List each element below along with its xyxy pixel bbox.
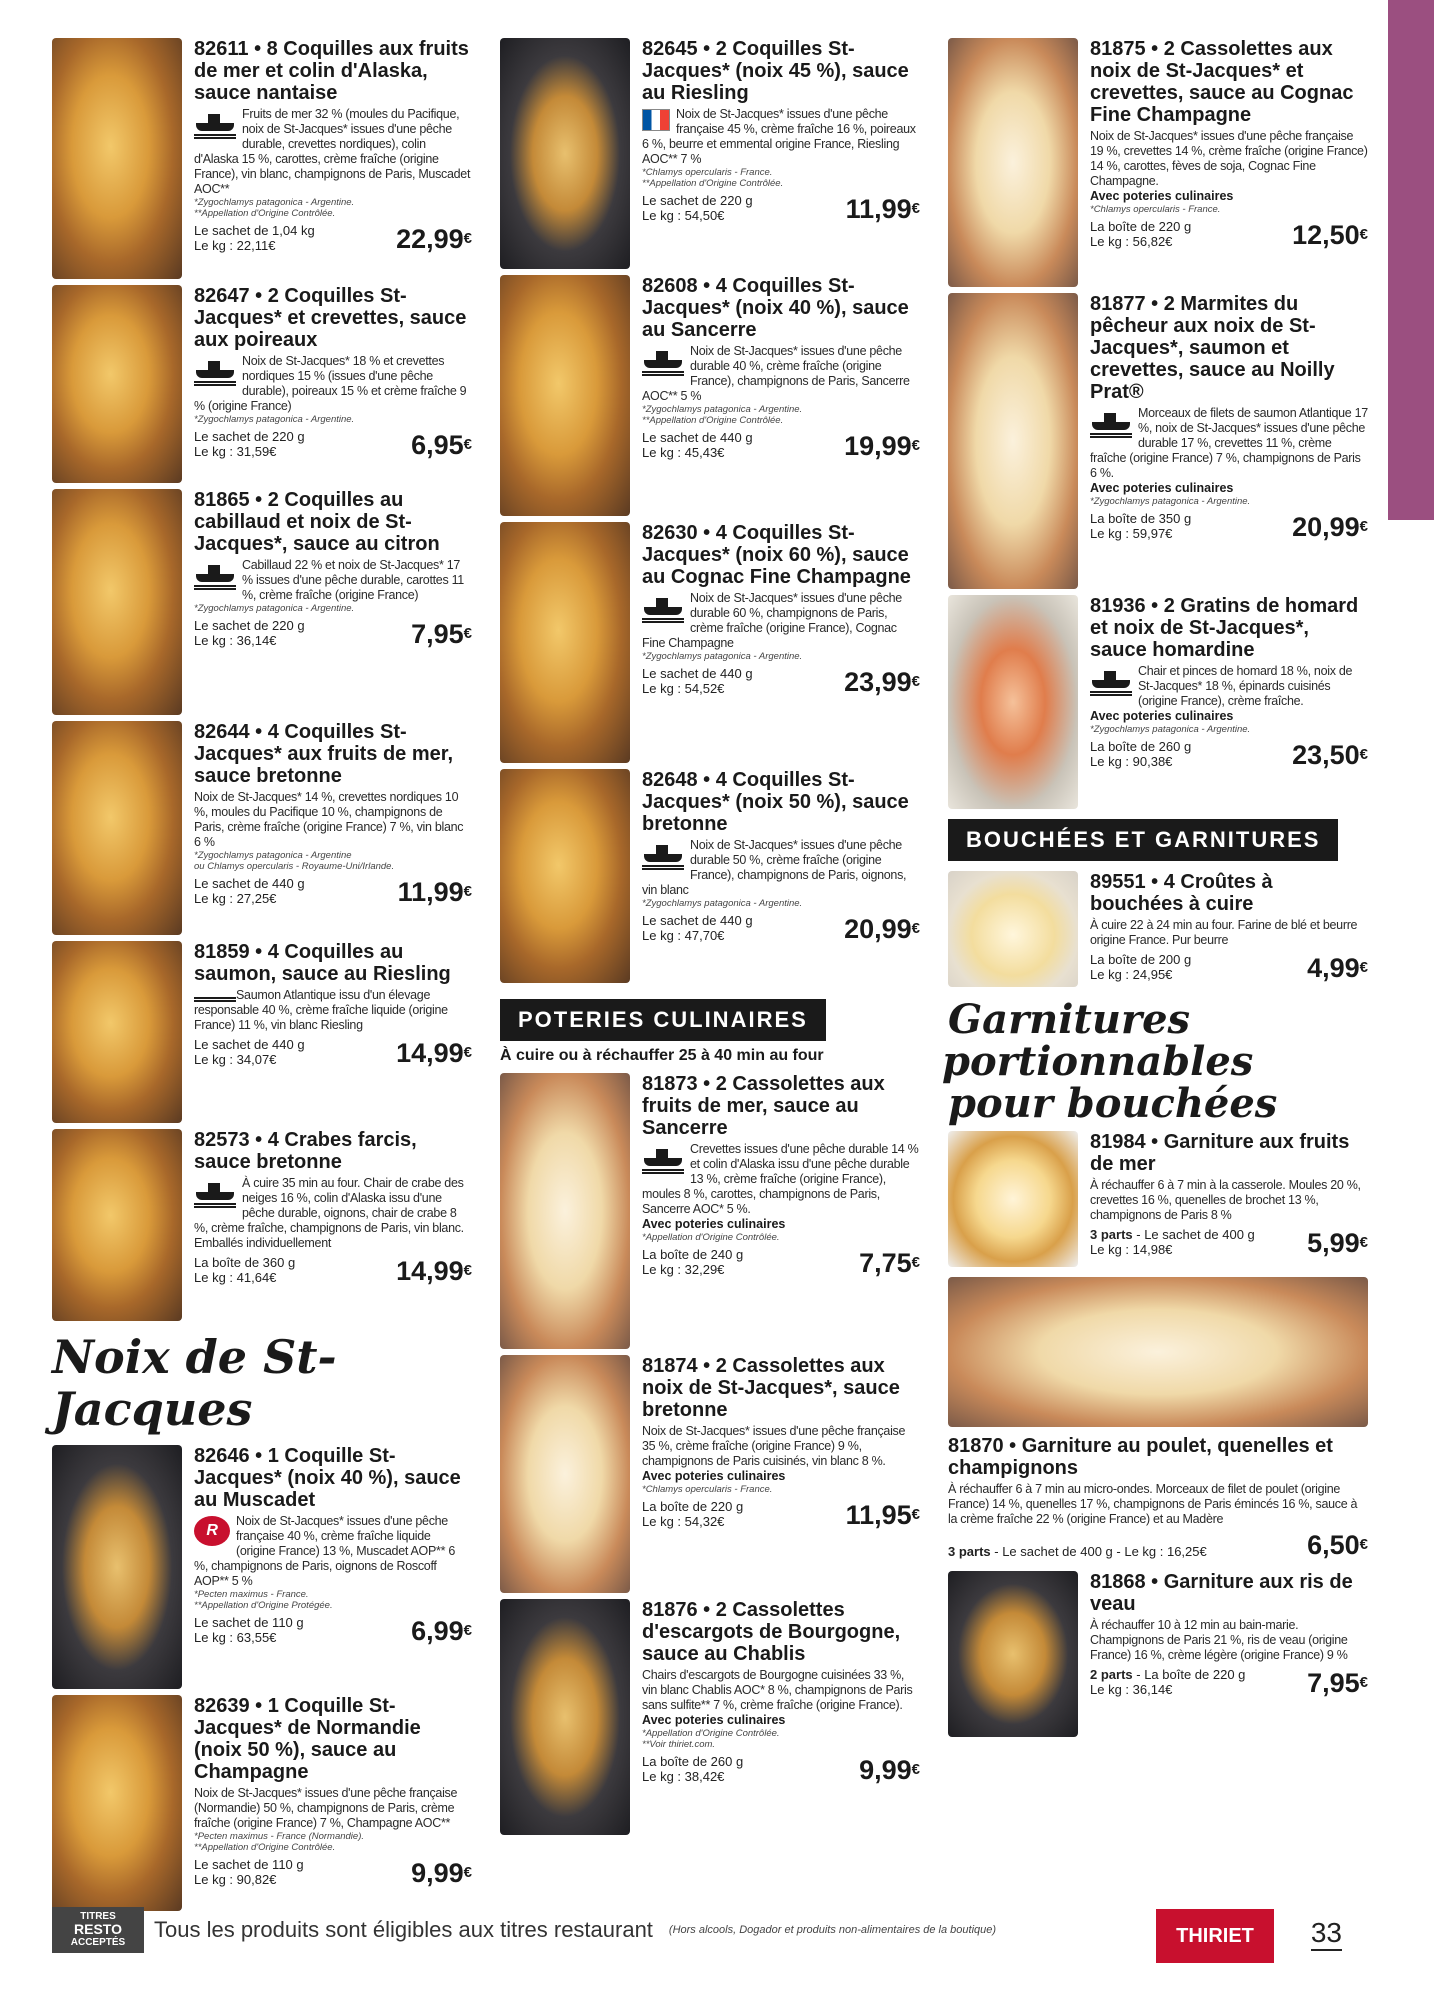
pack-size: La boîte de 260 g xyxy=(1090,739,1192,754)
product-description xyxy=(194,988,472,1033)
product-price: 20,99€ xyxy=(1292,512,1368,542)
description-text: Noix de St-Jacques* issues d'une pêche durable 60 %, champignons de Paris, crème fraîche (origine France), Cognac Fine Champagne xyxy=(642,591,902,650)
product-description xyxy=(194,1786,472,1831)
section-script-heading: Noix de St-Jacques xyxy=(52,1330,337,1436)
product-info xyxy=(194,38,472,283)
footer-note: (Hors alcools, Dogador et produits non-alimentaires de la boutique) xyxy=(668,1924,997,1936)
product-item xyxy=(948,1131,1368,1271)
product-description xyxy=(642,591,920,651)
product-price: 11,95€ xyxy=(845,1500,920,1530)
footnote: *Zygochlamys patagonica - Argentine. xyxy=(642,404,803,415)
price-row xyxy=(1090,1227,1368,1257)
pack-weights xyxy=(1090,511,1191,541)
product-price: 4,99€ xyxy=(1307,953,1368,983)
product-price: 7,95€ xyxy=(411,619,472,649)
product-item xyxy=(948,293,1368,593)
product-photo xyxy=(948,38,1078,287)
product-description xyxy=(642,344,920,404)
pack-weights xyxy=(642,913,753,943)
product-price: 14,99€ xyxy=(396,1256,472,1286)
column-middle xyxy=(500,38,920,1841)
product-photo xyxy=(500,1599,630,1835)
description-text: Noix de St-Jacques* issues d'une pêche durable 50 %, crème fraîche (origine France), champignons de Paris, oignons, vin blanc xyxy=(642,838,907,897)
product-info xyxy=(642,38,920,273)
product-info xyxy=(194,721,472,939)
section-title-poteries: POTERIES CULINAIRES xyxy=(500,999,826,1041)
product-info xyxy=(1090,1571,1368,1741)
product-description xyxy=(194,790,472,850)
pack-weights xyxy=(642,430,753,460)
product-description xyxy=(1090,1618,1368,1663)
poteries-note: Avec poteries culinaires xyxy=(642,1469,786,1483)
product-item xyxy=(500,522,920,767)
product-description xyxy=(642,1668,920,1713)
description-text: Noix de St-Jacques* 14 %, crevettes nordiques 10 %, moules du Pacifique 10 %, champignons de Paris, crème fraîche (origine France) 7 %, vin blanc 6 % xyxy=(194,790,464,849)
footnote: ou Chlamys opercularis - Royaume-Uni/Irlande. xyxy=(194,861,395,872)
sustainable-fishing-icon xyxy=(642,840,684,870)
description-text: Saumon Atlantique issu d'un élevage responsable 40 %, crème fraîche liquide (origine France) 11 %, vin blanc Riesling xyxy=(194,988,448,1032)
product-photo xyxy=(948,1571,1078,1737)
price-row xyxy=(642,1754,920,1784)
description-text: À réchauffer 6 à 7 min à la casserole. Moules 20 %, crevettes 16 %, quenelles de brochet 13 %, champignons de Paris 8 % xyxy=(1090,1178,1361,1222)
price-row xyxy=(642,1247,920,1277)
price-per-kg: Le kg : 63,55€ xyxy=(194,1630,277,1645)
footnote: *Zygochlamys patagonica - Argentine. xyxy=(1090,724,1251,735)
product-price: 5,99€ xyxy=(1307,1228,1368,1258)
pack-weights xyxy=(194,223,315,253)
pack-weights xyxy=(642,1754,743,1784)
price-row xyxy=(1090,219,1368,249)
product-photo xyxy=(52,721,182,935)
price-per-kg: Le kg : 90,82€ xyxy=(194,1872,277,1887)
pack-weights xyxy=(194,1615,304,1645)
pack-size: Le sachet de 440 g xyxy=(642,913,753,928)
poteries-note: Avec poteries culinaires xyxy=(642,1217,786,1231)
footnote: *Chlamys opercularis - France. xyxy=(642,167,773,178)
product-title: 82646 • 1 Coquille St-Jacques* (noix 40 %), sauce au Muscadet xyxy=(194,1445,461,1511)
product-title: 81876 • 2 Cassolettes d'escargots de Bourgogne, sauce au Chablis xyxy=(642,1599,901,1665)
pack-size: La boîte de 240 g xyxy=(642,1247,744,1262)
footnote: **Appellation d'Origine Contrôlée. xyxy=(194,1842,336,1853)
section-subtitle: À cuire ou à réchauffer 25 à 40 min au four xyxy=(500,1047,824,1064)
product-info xyxy=(642,522,920,767)
footnote: *Zygochlamys patagonica - Argentine xyxy=(194,850,352,861)
sustainable-fishing-icon xyxy=(194,356,236,386)
description-text: Noix de St-Jacques* issues d'une pêche française 45 %, crème fraîche 16 %, poireaux 6 %, beurre et emmental origine France, Riesling AOC** 7 % xyxy=(642,107,916,166)
product-photo xyxy=(52,1129,182,1321)
footnote: **Voir thiriet.com. xyxy=(642,1739,716,1750)
product-item xyxy=(500,1355,920,1597)
footnote: *Zygochlamys patagonica - Argentine. xyxy=(194,197,355,208)
pack-weights xyxy=(1090,952,1191,982)
product-description xyxy=(194,107,472,197)
description-text: Noix de St-Jacques* issues d'une pêche durable 40 %, crème fraîche (origine France), champignons de Paris, Sancerre AOC** 5 % xyxy=(642,344,910,403)
pack-size: Le sachet de 110 g xyxy=(194,1615,304,1630)
pack-size: La boîte de 360 g xyxy=(194,1255,296,1270)
footnote: *Chlamys opercularis - France. xyxy=(642,1484,773,1495)
product-price: 6,99€ xyxy=(411,1616,472,1646)
sustainable-fishing-icon xyxy=(1090,666,1132,696)
product-item xyxy=(500,275,920,520)
description-text: À cuire 35 min au four. Chair de crabe des neiges 16 %, colin d'Alaska issu d'une pêche durable, oignons, chair de crabe 8 %, crème fraîche, champignons de Paris, vin blanc. Emballés individuellement xyxy=(194,1176,464,1250)
responsible-farming-icon xyxy=(194,990,230,1002)
product-photo xyxy=(52,285,182,483)
product-item xyxy=(500,1599,920,1839)
product-price: 20,99€ xyxy=(844,914,920,944)
product-description xyxy=(194,1514,472,1589)
description-text: À réchauffer 10 à 12 min au bain-marie. Champignons de Paris 21 %, ris de veau (origine France) 16 %, crème légère (origine France) 9 % xyxy=(1090,1618,1348,1662)
product-info xyxy=(1090,38,1368,291)
price-row xyxy=(194,1037,472,1067)
product-description xyxy=(1090,1178,1368,1223)
poteries-note: Avec poteries culinaires xyxy=(1090,709,1234,723)
product-photo xyxy=(500,1355,630,1593)
description-text: Noix de St-Jacques* issues d'une pêche française 19 %, crevettes 14 %, crème fraîche (origine France) 14 %, carottes, fèves de soja, Cognac Fine Champagne. xyxy=(1090,129,1368,188)
product-photo xyxy=(500,38,630,269)
pack-weights xyxy=(642,1499,743,1529)
product-info xyxy=(642,769,920,987)
product-item xyxy=(52,721,472,939)
description-text: Fruits de mer 32 % (moules du Pacifique, noix de St-Jacques* issues d'une pêche durable, crevettes nordiques), colin d'Alaska 15 %, carottes, crème fraîche (origine France), vin blanc, champignons de Paris, Muscadet AOC** xyxy=(194,107,471,196)
description-text: Noix de St-Jacques* issues d'une pêche française 40 %, crème fraîche liquide (origine France) 13 %, Muscadet AOP** 6 %, champignons de Paris, oignons de Roscoff AOP** 5 % xyxy=(194,1514,455,1588)
product-price: 7,75€ xyxy=(859,1248,920,1278)
product-info xyxy=(194,1445,472,1693)
product-info xyxy=(1090,293,1368,593)
pack-weights xyxy=(642,1247,743,1277)
product-photo xyxy=(52,489,182,715)
script-heading-line: portionnables xyxy=(942,1038,1254,1085)
product-description xyxy=(1090,406,1368,481)
product-title: 81936 • 2 Gratins de homard et noix de St-Jacques*, sauce homardine xyxy=(1090,595,1359,661)
price-row xyxy=(642,430,920,460)
pack-size: Le sachet de 440 g xyxy=(642,430,753,445)
description-text: Morceaux de filets de saumon Atlantique 17 %, noix de St-Jacques* issues d'une pêche durable 17 %, crevettes 11 %, crème fraîche (origine France) 7 %, champignons de Paris 6 %. xyxy=(1090,406,1368,480)
product-item xyxy=(948,595,1368,813)
price-per-kg: Le kg : 45,43€ xyxy=(642,445,725,460)
price-per-kg: Le kg : 59,97€ xyxy=(1090,526,1173,541)
pack-weights xyxy=(194,618,305,648)
price-per-kg: Le kg : 36,14€ xyxy=(1090,1682,1173,1697)
footnote: *Zygochlamys patagonica - Argentine. xyxy=(194,603,355,614)
product-title: 82645 • 2 Coquilles St-Jacques* (noix 45 %), sauce au Riesling xyxy=(642,38,909,104)
product-item xyxy=(500,769,920,987)
product-info xyxy=(194,1695,472,1915)
price-per-kg: Le kg : 27,25€ xyxy=(194,891,277,906)
pack-size: Le sachet de 220 g xyxy=(194,429,305,444)
product-photo xyxy=(948,293,1078,589)
price-row xyxy=(194,429,472,459)
price-row xyxy=(1090,1667,1368,1697)
label-rouge-icon: R xyxy=(194,1516,230,1546)
product-photo xyxy=(948,595,1078,809)
product-photo xyxy=(52,1695,182,1911)
description-text: Chairs d'escargots de Bourgogne cuisinées 33 %, vin blanc Chablis AOC* 8 %, champignons de Paris sans sulfite** 7 %, crème fraîche (origine France). xyxy=(642,1668,913,1712)
product-title: 82611 • 8 Coquilles aux fruits de mer et colin d'Alaska, sauce nantaise xyxy=(194,38,469,104)
product-photo xyxy=(500,1073,630,1349)
product-price: 23,99€ xyxy=(844,667,920,697)
pack-size: Le sachet de 110 g xyxy=(194,1857,304,1872)
section-tab-marker xyxy=(1388,0,1434,520)
script-heading-line: Garnitures xyxy=(948,996,1191,1043)
price-row xyxy=(194,1857,472,1887)
product-photo xyxy=(500,275,630,516)
product-title: 82647 • 2 Coquilles St-Jacques* et crevettes, sauce aux poireaux xyxy=(194,285,467,351)
product-photo-wide xyxy=(948,1277,1368,1427)
price-row xyxy=(1090,739,1368,769)
pack-weights xyxy=(194,1037,305,1067)
product-price: 22,99€ xyxy=(396,224,472,254)
product-item xyxy=(52,1445,472,1693)
product-price: 6,50€ xyxy=(1307,1530,1368,1560)
product-description xyxy=(1090,664,1368,709)
product-photo xyxy=(948,871,1078,987)
product-info xyxy=(642,275,920,520)
pack-size: Le sachet de 440 g xyxy=(642,666,753,681)
product-description xyxy=(194,1176,472,1251)
description-text: Noix de St-Jacques* issues d'une pêche française 35 %, crème fraîche (origine France) 9 %, champignons de Paris cuisinés, vin blanc 8 %. xyxy=(642,1424,906,1468)
thiriet-logo[interactable]: MAISON THIRIET 1902 xyxy=(1156,1909,1274,1963)
product-description xyxy=(1090,129,1368,189)
footnote: *Zygochlamys patagonica - Argentine. xyxy=(642,898,803,909)
section-title-bouchees: BOUCHÉES ET GARNITURES xyxy=(948,819,1338,861)
product-title: 81877 • 2 Marmites du pêcheur aux noix de St-Jacques*, saumon et crevettes, sauce au Noilly Prat® xyxy=(1090,293,1335,403)
price-per-kg: Le kg : 36,14€ xyxy=(194,633,277,648)
product-item xyxy=(500,38,920,273)
product-info xyxy=(948,1435,1368,1563)
product-description xyxy=(194,558,472,603)
description-text: À cuire 22 à 24 min au four. Farine de blé et beurre origine France. Pur beurre xyxy=(1090,918,1358,947)
price-row xyxy=(642,193,920,223)
product-photo xyxy=(500,522,630,763)
poteries-note: Avec poteries culinaires xyxy=(1090,189,1234,203)
sustainable-fishing-icon xyxy=(194,109,236,139)
pack-weights xyxy=(194,876,305,906)
product-description xyxy=(642,838,920,898)
product-title: 82639 • 1 Coquille St-Jacques* de Normandie (noix 50 %), sauce au Champagne xyxy=(194,1695,421,1783)
pack-size: La boîte de 220 g xyxy=(1090,219,1192,234)
french-fishing-flag-icon xyxy=(642,109,670,131)
footnote: **Appellation d'Origine Contrôlée. xyxy=(194,208,336,219)
price-row xyxy=(642,666,920,696)
product-item xyxy=(52,941,472,1127)
description-text: Chair et pinces de homard 18 %, noix de St-Jacques* 18 %, épinards cuisinés (origine France), crème fraîche. xyxy=(1138,664,1353,708)
product-description xyxy=(1090,918,1368,948)
price-per-kg: Le kg : 38,42€ xyxy=(642,1769,725,1784)
product-info xyxy=(1090,595,1368,813)
product-photo xyxy=(948,1131,1078,1267)
sustainable-fishing-icon xyxy=(194,560,236,590)
product-price: 23,50€ xyxy=(1292,740,1368,770)
poteries-note: Avec poteries culinaires xyxy=(1090,481,1234,495)
product-info xyxy=(194,285,472,487)
price-per-kg: Le kg : 90,38€ xyxy=(1090,754,1173,769)
price-per-kg: Le kg : 56,82€ xyxy=(1090,234,1173,249)
page-footer xyxy=(52,1895,1392,1978)
product-info xyxy=(194,489,472,719)
sustainable-fishing-icon xyxy=(1090,408,1132,438)
column-left xyxy=(52,38,472,1917)
price-per-kg: Le kg : 47,70€ xyxy=(642,928,725,943)
price-row xyxy=(642,1499,920,1529)
footnote: *Zygochlamys patagonica - Argentine. xyxy=(194,414,355,425)
sustainable-fishing-icon xyxy=(194,1178,236,1208)
footnote: *Chlamys opercularis - France. xyxy=(1090,204,1221,215)
pack-weights xyxy=(642,193,753,223)
price-row xyxy=(194,1255,472,1285)
page-number: 33 xyxy=(1311,1917,1342,1951)
product-title: 81870 • Garniture au poulet, quenelles et champignons xyxy=(948,1435,1333,1479)
product-description: À réchauffer 6 à 7 min au micro-ondes. Morceaux de filet de poulet (origine France) 14 %, quenelles 17 %, champignons de Paris émincés 16 %, sauce à la crème fraîche 22 % (origine France) et au Madère xyxy=(948,1482,1358,1526)
price-per-kg: Le kg : 41,64€ xyxy=(194,1270,277,1285)
product-title: 81873 • 2 Cassolettes aux fruits de mer, sauce au Sancerre xyxy=(642,1073,885,1139)
product-item xyxy=(500,1073,920,1353)
product-description xyxy=(642,1424,920,1469)
price-per-kg: Le kg : 54,52€ xyxy=(642,681,725,696)
price-per-kg: Le kg : 32,29€ xyxy=(642,1262,725,1277)
product-item xyxy=(948,871,1368,991)
product-info xyxy=(642,1073,920,1353)
product-title: 81868 • Garniture aux ris de veau xyxy=(1090,1571,1353,1615)
product-price: 14,99€ xyxy=(396,1038,472,1068)
product-info xyxy=(642,1599,920,1839)
pack-size: La boîte de 200 g xyxy=(1090,952,1192,967)
sustainable-fishing-icon xyxy=(642,1144,684,1174)
product-title: 81875 • 2 Cassolettes aux noix de St-Jacques* et crevettes, sauce au Cognac Fine Champagne xyxy=(1090,38,1354,126)
sustainable-fishing-icon xyxy=(642,346,684,376)
price-per-kg: Le kg : 24,95€ xyxy=(1090,967,1173,982)
price-row xyxy=(948,1531,1368,1559)
product-title: 82573 • 4 Crabes farcis, sauce bretonne xyxy=(194,1129,417,1173)
product-title: 89551 • 4 Croûtes à bouchées à cuire xyxy=(1090,871,1273,915)
pack-size: Le sachet de 220 g xyxy=(642,193,753,208)
footer-text: Tous les produits sont éligibles aux titres restaurant xyxy=(154,1917,653,1942)
footnote: *Appellation d'Origine Contrôlée. xyxy=(642,1232,780,1243)
column-right xyxy=(942,38,1368,1743)
product-price: 9,99€ xyxy=(859,1755,920,1785)
footnote: *Appellation d'Origine Contrôlée. xyxy=(642,1728,780,1739)
product-price: 7,95€ xyxy=(1307,1668,1368,1698)
price-per-kg: Le kg : 54,50€ xyxy=(642,208,725,223)
footnote: *Zygochlamys patagonica - Argentine. xyxy=(1090,496,1251,507)
section-script-heading-garnitures xyxy=(942,996,1368,1127)
pack-size: Le sachet de 440 g xyxy=(194,876,305,891)
price-per-kg: Le kg : 34,07€ xyxy=(194,1052,277,1067)
pack-weights xyxy=(642,666,753,696)
pack-size: 2 parts - La boîte de 220 g xyxy=(1090,1667,1246,1682)
product-title: 82630 • 4 Coquilles St-Jacques* (noix 60 %), sauce au Cognac Fine Champagne xyxy=(642,522,911,588)
pack-size: Le sachet de 440 g xyxy=(194,1037,305,1052)
product-price: 9,99€ xyxy=(411,1858,472,1888)
product-item xyxy=(52,1129,472,1325)
price-per-kg: Le kg : 22,11€ xyxy=(194,238,276,253)
product-price: 11,99€ xyxy=(397,877,472,907)
pack-size: La boîte de 220 g xyxy=(642,1499,744,1514)
product-item xyxy=(52,38,472,283)
product-item xyxy=(948,38,1368,291)
footnote: **Appellation d'Origine Protégée. xyxy=(194,1600,333,1611)
product-item xyxy=(52,1695,472,1915)
description-text: Noix de St-Jacques* 18 % et crevettes nordiques 15 % (issues d'une pêche durable), poireaux 15 % et crème fraîche 9 % (origine France) xyxy=(194,354,467,413)
price-per-kg: Le kg : 31,59€ xyxy=(194,444,277,459)
poteries-note: Avec poteries culinaires xyxy=(642,1713,786,1727)
product-item xyxy=(52,285,472,487)
pack-weights xyxy=(1090,1227,1255,1257)
product-price: 6,95€ xyxy=(411,430,472,460)
product-info xyxy=(642,1355,920,1597)
price-per-kg: Le kg : 54,32€ xyxy=(642,1514,725,1529)
footnote: *Pecten maximus - France (Normandie). xyxy=(194,1831,364,1842)
description-text: Noix de St-Jacques* issues d'une pêche française (Normandie) 50 %, champignons de Paris, crème fraîche (origine France) 7 %, Champagne AOC** xyxy=(194,1786,458,1830)
description-text: Cabillaud 22 % et noix de St-Jacques* 17 % issues d'une pêche durable, carottes 11 %, crème fraîche (origine France) xyxy=(242,558,464,602)
pack-size: 3 parts - Le sachet de 400 g xyxy=(1090,1227,1255,1242)
footnote: *Zygochlamys patagonica - Argentine. xyxy=(642,651,803,662)
product-title: 81859 • 4 Coquilles au saumon, sauce au Riesling xyxy=(194,941,451,985)
footnote: **Appellation d'Origine Contrôlée. xyxy=(642,415,784,426)
sustainable-fishing-icon xyxy=(642,593,684,623)
product-info xyxy=(1090,1131,1368,1271)
product-title: 82644 • 4 Coquilles St-Jacques* aux fruits de mer, sauce bretonne xyxy=(194,721,454,787)
product-info xyxy=(194,1129,472,1325)
price-per-kg: Le kg : 14,98€ xyxy=(1090,1242,1173,1257)
product-price: 12,50€ xyxy=(1292,220,1368,250)
pack-weights xyxy=(194,429,305,459)
price-row xyxy=(642,913,920,943)
product-title: 81874 • 2 Cassolettes aux noix de St-Jacques*, sauce bretonne xyxy=(642,1355,900,1421)
product-info xyxy=(194,941,472,1127)
product-description xyxy=(194,354,472,414)
pack-size: La boîte de 260 g xyxy=(642,1754,744,1769)
product-item xyxy=(948,1571,1368,1741)
product-price: 11,99€ xyxy=(845,194,920,224)
pack-weights xyxy=(194,1857,304,1887)
product-photo xyxy=(500,769,630,983)
price-row xyxy=(1090,952,1368,982)
price-row xyxy=(194,223,472,253)
product-description xyxy=(642,1142,920,1217)
price-row xyxy=(194,1615,472,1645)
product-title: 81984 • Garniture aux fruits de mer xyxy=(1090,1131,1350,1175)
product-title: 82648 • 4 Coquilles St-Jacques* (noix 50 %), sauce bretonne xyxy=(642,769,909,835)
pack-weights xyxy=(1090,1667,1245,1697)
product-item xyxy=(52,489,472,719)
titres-resto-logo: TITRES RESTO ACCEPTÉS xyxy=(52,1907,144,1953)
footnote: **Appellation d'Origine Contrôlée. xyxy=(642,178,784,189)
product-info xyxy=(1090,871,1368,991)
product-description xyxy=(642,107,920,167)
product-photo xyxy=(52,1445,182,1689)
price-row xyxy=(1090,511,1368,541)
product-title: 82608 • 4 Coquilles St-Jacques* (noix 40 %), sauce au Sancerre xyxy=(642,275,909,341)
product-title: 81865 • 2 Coquilles au cabillaud et noix de St-Jacques*, sauce au citron xyxy=(194,489,440,555)
pack-weights xyxy=(194,1255,295,1285)
pack-size: La boîte de 350 g xyxy=(1090,511,1192,526)
pack-weights xyxy=(1090,219,1191,249)
footnote: *Pecten maximus - France. xyxy=(194,1589,309,1600)
pack-weights xyxy=(1090,739,1191,769)
pack-size: Le sachet de 220 g xyxy=(194,618,305,633)
script-heading-line: pour bouchées xyxy=(948,1080,1278,1127)
pack-size: 3 parts - Le sachet de 400 g - Le kg : 16,25€ xyxy=(948,1544,1207,1559)
pack-size: Le sachet de 1,04 kg xyxy=(194,223,315,238)
description-text: Crevettes issues d'une pêche durable 14 % et colin d'Alaska issu d'une pêche durable 13 %, crème fraîche (origine France), moules 8 %, carottes, champignons de Paris, Sancerre AOC* 5 %. xyxy=(642,1142,919,1216)
price-row xyxy=(194,618,472,648)
product-photo xyxy=(52,941,182,1123)
price-row xyxy=(194,876,472,906)
product-photo xyxy=(52,38,182,279)
product-price: 19,99€ xyxy=(844,431,920,461)
